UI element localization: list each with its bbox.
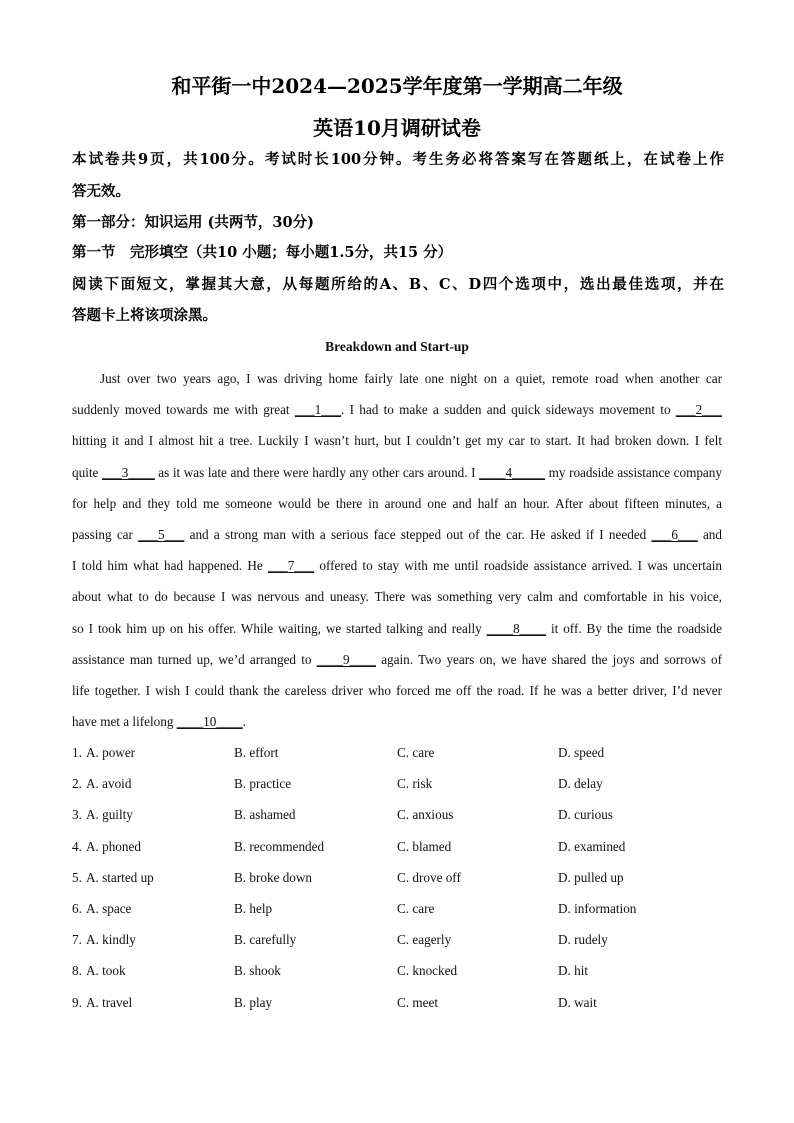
directions-line-1: 阅读下面短文，掌握其大意，从每题所给的A、B、C、D四个选项中，选出最佳选项，并在 xyxy=(72,276,724,293)
passage-line xyxy=(72,557,722,575)
question-number: 4. xyxy=(72,838,82,854)
passage-text: for help and they told me someone would be there in around one and half an hour. After about fifteen minutes, a xyxy=(72,495,722,511)
passage-line xyxy=(72,588,722,606)
option-a: A. power xyxy=(86,745,136,760)
option-d: D. wait xyxy=(558,994,597,1010)
passage-text: have met a lifelong xyxy=(72,714,177,730)
question-number: 1. xyxy=(72,745,82,760)
option-a: A. phoned xyxy=(86,838,141,854)
passage-text: passing car xyxy=(72,527,139,542)
option-b: B. play xyxy=(234,994,273,1010)
instructions-line-2: 答无效。 xyxy=(72,183,130,200)
passage-text: quite xyxy=(72,464,102,480)
option-a: A. avoid xyxy=(86,776,132,792)
passage-title: Breakdown and Start-up xyxy=(325,339,469,354)
passage-text: life together. I wish I could thank the careless driver who forced me off the road. If he was a better driver, I’d never xyxy=(72,683,722,698)
question-number: 5. xyxy=(72,869,82,885)
exam-subtitle: 英语10月调研试卷 xyxy=(313,116,481,140)
option-a: A. kindly xyxy=(86,932,136,948)
option-a: A. took xyxy=(86,963,126,979)
question-number: 8. xyxy=(72,963,82,979)
passage-line xyxy=(72,464,722,482)
option-d: D. information xyxy=(558,901,637,916)
option-c: C. risk xyxy=(397,776,433,792)
passage-text: assistance man turned up, we’d arranged to xyxy=(72,651,317,667)
answer-blank: ___6___ xyxy=(651,527,698,542)
option-c: C. eagerly xyxy=(397,932,452,948)
answer-blank: ____8____ xyxy=(486,620,547,636)
passage-text: and a strong man with a serious face stepped out of the car. He asked if I needed xyxy=(184,527,652,542)
option-b: B. shook xyxy=(234,963,281,979)
option-a: A. guilty xyxy=(86,807,133,823)
passage-text: offered to stay with me until roadside assistance arrived. I was uncertain xyxy=(314,558,722,574)
directions-line-2: 答题卡上将该项涂黑。 xyxy=(72,307,217,324)
part-heading: 第一部分：知识运用 (共两节，30分) xyxy=(72,214,314,231)
passage-line xyxy=(72,495,722,513)
answer-blank: ___3____ xyxy=(101,464,155,480)
option-c: C. meet xyxy=(397,994,439,1010)
option-c: C. knocked xyxy=(397,963,458,979)
passage-text: as it was late and there were hardly any other cars around. I xyxy=(154,464,480,480)
option-d: D. speed xyxy=(558,745,605,760)
passage-line xyxy=(72,370,722,388)
exam-title: 和平街一中2024—2025学年度第一学期高二年级 xyxy=(171,74,623,98)
passage-text: about what to do because I was nervous and uneasy. There was something very calm and comfortable in his voice, xyxy=(72,589,722,605)
option-c: C. blamed xyxy=(397,838,452,854)
passage-text: suddenly moved towards me with great xyxy=(72,402,295,418)
answer-blank: ___2___ xyxy=(675,402,722,418)
answer-blank: ____4_____ xyxy=(479,464,546,480)
passage-line xyxy=(72,651,722,669)
option-d: D. curious xyxy=(558,807,613,823)
passage-text: Just over two years ago, I was driving home fairly late one night on a quiet, remote road when another car xyxy=(100,371,722,386)
passage-text: I told him what had happened. He xyxy=(72,558,268,574)
passage-text: . xyxy=(242,714,246,730)
passage-text: my roadside assistance company xyxy=(545,464,722,480)
question-number: 2. xyxy=(72,776,82,792)
option-b: B. ashamed xyxy=(234,807,296,823)
passage-text: again. Two years on, we have shared the joys and sorrows of xyxy=(376,651,722,667)
option-d: D. examined xyxy=(558,838,626,854)
answer-blank: ___7___ xyxy=(267,558,315,574)
passage-line xyxy=(72,713,722,731)
option-d: D. delay xyxy=(558,776,603,792)
option-a: A. space xyxy=(86,901,132,916)
option-b: B. broke down xyxy=(234,869,313,885)
passage-text: . I had to make a sudden and quick sideways movement to xyxy=(341,402,676,418)
question-number: 3. xyxy=(72,807,82,823)
passage-text: hitting it and I almost hit a tree. Luckily I wasn’t hurt, but I couldn’t get my car to start. It had broken down. I felt xyxy=(72,433,722,449)
option-b: B. practice xyxy=(234,776,292,792)
option-b: B. help xyxy=(234,901,273,916)
option-a: A. travel xyxy=(86,994,133,1010)
answer-blank: ___5___ xyxy=(138,527,185,542)
option-d: D. rudely xyxy=(558,932,608,948)
answer-blank: ____9____ xyxy=(316,651,377,667)
question-number: 7. xyxy=(72,932,82,948)
option-b: B. carefully xyxy=(234,932,297,948)
instructions-line-1: 本试卷共9页，共100分。考试时长100分钟。考生务必将答案写在答题纸上，在试卷上作 xyxy=(72,151,724,168)
passage-line xyxy=(72,432,722,450)
question-number: 9. xyxy=(72,994,82,1010)
passage-line xyxy=(72,401,722,419)
passage-line xyxy=(72,526,722,544)
option-c: C. drove off xyxy=(397,869,461,885)
passage-text: and xyxy=(697,527,722,542)
question-number: 6. xyxy=(72,901,82,916)
passage-text: so I took him up on his offer. While waiting, we started talking and really xyxy=(72,620,487,636)
option-c: C. care xyxy=(397,901,435,916)
option-b: B. recommended xyxy=(234,838,325,854)
option-b: B. effort xyxy=(234,745,279,760)
passage-line xyxy=(72,682,722,700)
passage-text: it off. By the time the roadside xyxy=(546,620,722,636)
answer-blank: ____10____ xyxy=(176,714,243,730)
section-heading: 第一节 完形填空（共10 小题；每小题1.5分，共15 分） xyxy=(72,244,453,261)
answer-blank: ___1___ xyxy=(294,402,342,418)
option-a: A. started up xyxy=(86,869,154,885)
option-d: D. hit xyxy=(558,963,589,979)
passage-line xyxy=(72,620,722,638)
option-c: C. anxious xyxy=(397,807,454,823)
option-c: C. care xyxy=(397,745,435,760)
option-d: D. pulled up xyxy=(558,869,624,885)
